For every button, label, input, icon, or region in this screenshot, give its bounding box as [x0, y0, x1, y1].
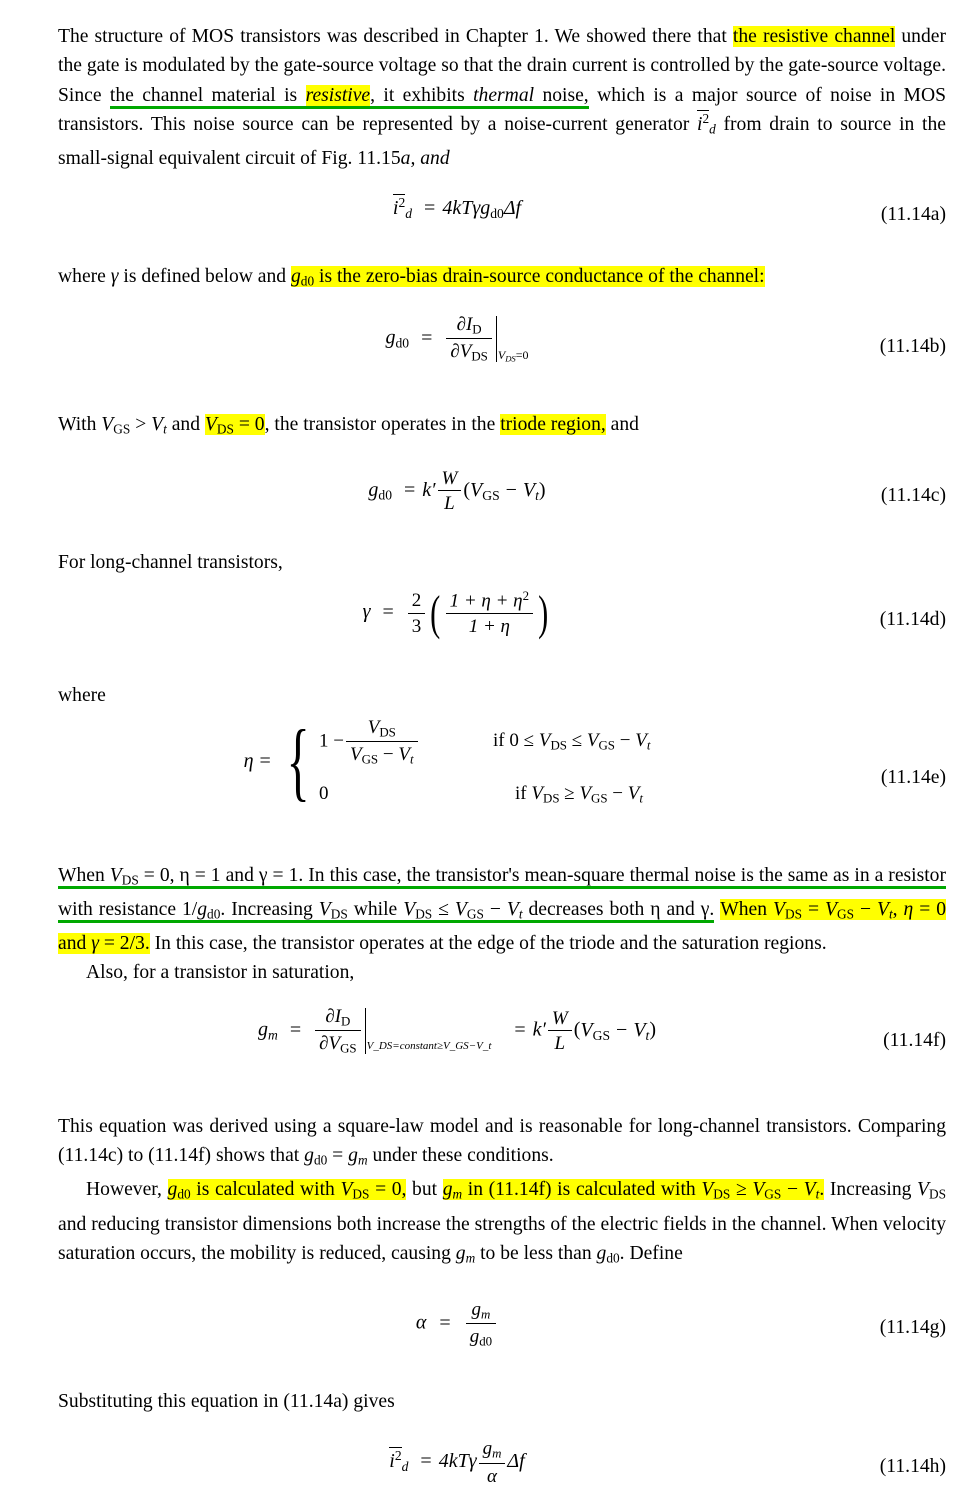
eq-b-lhs-sub: d0 [395, 335, 410, 351]
equation-11-14e-body [58, 712, 946, 810]
eq-f-num-w: W [548, 1008, 572, 1031]
eq-c-close-paren: ) [538, 478, 546, 501]
eq-c-open-paren: ( [463, 478, 471, 501]
eq-e-case-2 [319, 783, 650, 807]
p9-gd0: $g_{d0}$ [596, 1242, 620, 1266]
p1-segment-2: under the gate is modulated by the gate-source voltage so that the drain current is controlled by the gate-source voltage. Since [58, 26, 946, 106]
p1-segment-1: The structure of MOS transistors was described in Chapter 1. We showed there that [58, 26, 733, 47]
eq-c-numerator-w: W [438, 468, 462, 491]
highlight-resistive-channel: the resistive channel [732, 26, 896, 47]
paragraph-5: where [58, 685, 106, 707]
eq-f-fraction [315, 1006, 361, 1056]
paragraph-3 [58, 410, 946, 444]
equation-11-14d-row [58, 585, 946, 659]
p2-highlight-text: is the zero-bias drain-source conductance of the channel: [319, 265, 765, 287]
eq-d-fraction-eta [446, 589, 533, 637]
eq-b-fraction [446, 314, 492, 364]
eq-g-numerator: $g_m$ [466, 1299, 496, 1324]
eq-g-lhs-alpha: α [415, 1311, 427, 1334]
eq-e-case-1-value: 1 − $\frac{V_{DS}}{V_{GS} - V_t}$ [319, 717, 467, 767]
eq-e-lhs-eta: η [243, 750, 254, 773]
p6-tail: In this case, the transistor operates at the edge of the triode and the saturation regions. [149, 933, 827, 955]
green-underline-noise: noise, [534, 85, 589, 109]
p8-segment-1: This equation was derived using a square-law model and is reasonable for long-channel transistors. Comparing (11.14c) to (11.14f) shows that [58, 1115, 946, 1167]
equation-11-14b-body [58, 314, 946, 364]
equation-11-14b-row [58, 314, 946, 392]
eq-f-equals-1: = [289, 1018, 302, 1041]
eq-b-numerator: $\partial I_D$ [446, 314, 492, 339]
p3-segment-3: and [166, 413, 205, 435]
p8-gd0: $g_{d0}$ [304, 1145, 328, 1168]
eq-d-den-eta: 1 + η [468, 616, 510, 638]
eq-d-open-paren: ( [430, 585, 441, 641]
inline-math-id-squared: $i^2_d$ [696, 111, 716, 137]
p9-tail-1: Increasing [824, 1179, 918, 1201]
equation-11-14c-body [58, 468, 946, 515]
eq-d-num-2: 2 [408, 590, 426, 613]
equation-number-11-14d: (11.14d) [879, 609, 946, 631]
eq-a-rhs-coef: 4kT [442, 196, 473, 219]
eq-h-equals: = [420, 1450, 432, 1473]
equation-number-11-14f: (11.14f) [883, 1029, 946, 1051]
eq-f-vgs: $V_{GS}$ [580, 1018, 611, 1043]
p2-gamma: γ [110, 265, 119, 287]
eq-d-equals: = [382, 601, 394, 624]
p3-segment-5: and [605, 413, 639, 435]
paragraph-4: For long-channel transistors, [58, 552, 283, 573]
eq-e-den: $V_{GS} - V_t$ [350, 743, 414, 767]
eq-h-deltaf: Δf [507, 1450, 525, 1473]
eq-d-fraction-two-thirds [408, 590, 426, 637]
p9-tail-3: to be less than [475, 1242, 597, 1264]
eq-h-fraction [479, 1438, 506, 1486]
green-underline-it-exhibits: , it exhibits [370, 85, 473, 109]
equation-number-11-14g: (11.14g) [879, 1317, 946, 1339]
eq-b-eval-condition: VDS=0 [497, 347, 529, 364]
eq-g-fraction [466, 1299, 496, 1349]
equation-11-14f-row [58, 1006, 946, 1090]
eq-f-eval-bar [365, 1008, 366, 1054]
green-underline-p6-a: When $V_{DS} = 0$, η = 1 and γ = 1. In this case, the transistor's mean-square thermal noise is the same as in a resistor with resistance $1/g_{d0}$. Increasing $V_{DS}$ while $V_{DS} \le V_{GS} - V_t$ decreases both η and γ. [58, 864, 946, 922]
p9-gm: $g_m$ [455, 1242, 476, 1266]
eq-a-g: g [480, 196, 491, 219]
equation-11-14a-row [58, 194, 946, 240]
eq-f-numerator: $\partial I_D$ [315, 1006, 361, 1031]
paragraph-9 [58, 1175, 946, 1273]
eq-f-fraction-wl [548, 1008, 572, 1055]
eq-f-lhs-sub: m [268, 1027, 278, 1043]
eq-h-denominator: α [487, 1465, 497, 1487]
eq-h-coef: 4kT [438, 1450, 469, 1473]
equation-number-11-14b: (11.14b) [879, 335, 946, 357]
equation-11-14c-row [58, 468, 946, 530]
eq-c-denominator-l: L [444, 493, 455, 515]
eq-b-equals: = [421, 326, 433, 349]
eq-d-lhs-gamma: γ [362, 601, 371, 624]
eq-c-vgs: $V_{GS}$ [470, 478, 500, 503]
p9-tail-4: . Define [619, 1242, 683, 1264]
eq-b-denominator: $\partial V_{DS}$ [450, 340, 488, 364]
eq-c-equals: = [403, 478, 416, 501]
eq-e-cases [319, 717, 650, 807]
equation-11-14h-body [58, 1438, 946, 1486]
highlight-vds-equals-vgs-minus-vt: When $V_{DS} = V_{GS} - V_t$, η = 0 and γ = 2/3. [58, 898, 947, 955]
p9-mid: but [406, 1179, 443, 1201]
highlight-triode-region: triode region, [500, 413, 606, 435]
eq-d-num-eta: $1 + \eta + \eta^2$ [446, 589, 533, 614]
p3-vt: $V_t$ [151, 413, 167, 437]
eq-a-gamma: γ [472, 196, 481, 219]
eq-f-equals-2: = [514, 1018, 526, 1041]
eq-d-close-paren: ) [538, 585, 549, 641]
p9-tail-2: and reducing transistor dimensions both increase the strengths of the electric fields in the channel. When velocity saturation occurs, the mobility is reduced, causing [58, 1213, 946, 1264]
equation-11-14g-body [58, 1299, 946, 1349]
eq-h-lhs: $i^2_d$ [389, 1448, 409, 1475]
equation-11-14d-body [58, 585, 946, 641]
eq-c-kprime: k′ [422, 478, 436, 501]
eq-e-case-2-condition: if $V_{DS} \ge V_{GS} - V_t$ [515, 782, 643, 806]
p8-segment-2: under these conditions. [367, 1145, 554, 1167]
eq-f-vt: $V_t$ [633, 1018, 650, 1043]
paragraph-8: This equation was derived using a square-law model and is reasonable for long-channel transistors. Comparing (11.14c) to (11.14f) shows that $g_{d0} = g_m$ under these conditions. [58, 1115, 946, 1168]
highlight-vds-equals-zero: $V_{DS} = 0$ [204, 413, 265, 437]
eq-c-lhs-sub: d0 [378, 487, 392, 503]
eq-e-equals: = [259, 750, 271, 773]
paragraph-10: Substituting this equation in (11.14a) gives [58, 1391, 395, 1413]
p8-gm: $g_m$ [348, 1145, 368, 1168]
p1-segment-5: a, and [400, 148, 450, 170]
eq-b-eval-bar [496, 316, 497, 362]
eq-a-g-sub: d0 [490, 205, 504, 221]
paragraph-7: Also, for a transistor in saturation, [86, 962, 355, 984]
p3-segment-2: > [130, 413, 152, 435]
equation-number-11-14c: (11.14c) [880, 485, 946, 506]
eq-e-num-vds: $V_{DS}$ [346, 717, 418, 742]
p3-vgs: $V_{GS}$ [101, 413, 131, 437]
eq-d-den-3: 3 [411, 615, 422, 637]
eq-g-equals: = [439, 1311, 451, 1334]
green-underline-thermal: thermal [473, 85, 534, 109]
eq-f-eval-condition: V_DS=constant≥V_GS−V_t [366, 1040, 492, 1053]
eq-g-denominator: $g_{d0}$ [469, 1326, 493, 1349]
p2-segment-1: where [58, 265, 111, 287]
text-column [58, 22, 946, 1504]
paragraph-2 [58, 262, 946, 296]
paragraph-6 [58, 861, 946, 959]
equation-number-11-14e: (11.14e) [880, 766, 946, 788]
eq-c-vt: $V_t$ [522, 478, 539, 503]
p9-vds: $V_{DS}$ [917, 1179, 947, 1203]
eq-a-deltaf: Δf [503, 196, 522, 219]
eq-a-equals: = [424, 196, 436, 219]
green-underline-channel-material: the channel material is [110, 85, 306, 109]
equation-11-14g-row [58, 1299, 946, 1365]
p3-segment-4: , the transistor operates in the [264, 413, 501, 435]
eq-e-case-2-value: 0 [319, 782, 329, 804]
eq-e-brace: { [286, 712, 310, 810]
eq-f-kprime: k′ [532, 1018, 546, 1041]
equation-11-14h-row [58, 1438, 946, 1504]
eq-h-gamma: γ [468, 1450, 477, 1473]
eq-e-case-1-condition: if $0 \le V_{DS} \le V_{GS} - V_t$ [493, 730, 651, 753]
eq-f-lhs-g: g [258, 1018, 268, 1041]
highlight-gd0-definition: $g_{d0}$ is the zero-bias drain-source conductance of the channel: [291, 265, 765, 289]
eq-h-numerator: $g_m$ [479, 1438, 506, 1463]
paragraph-1 [58, 22, 946, 174]
equation-number-11-14a: (11.14a) [880, 203, 946, 225]
equation-11-14f-body: $g_m$ = $\frac{\partial I_D}{\partial V_{GS}}$ $_{V\_DS=constant\ge V\_GS-V\_t}$ = k′ $\frac{W}{L}$ $(V_{GS} - V_t)$ [258, 1005, 656, 1056]
eq-c-minus: − [505, 478, 517, 501]
eq-c-fraction-wl [438, 468, 462, 515]
equation-11-14a-body [58, 194, 946, 222]
eq-f-den-l: L [554, 1032, 566, 1054]
p9-segment-1: However, [86, 1179, 168, 1201]
p2-segment-2: is defined below and [118, 265, 291, 287]
eq-e-case-1 [319, 717, 650, 767]
highlight-gd0-vds-zero: $g_{d0}$ is calculated with $V_{DS} = 0$, [167, 1179, 407, 1203]
p1-segment-4: from drain to source in the small-signal equivalent circuit of Fig. 11.15 [58, 114, 946, 170]
eq-b-lhs-g: g [385, 326, 396, 349]
eq-f-denominator: $\partial V_{GS}$ [319, 1032, 357, 1056]
eq-a-lhs: $i^2_d$ [392, 194, 413, 221]
equation-11-14e-row [58, 712, 946, 845]
eq-c-lhs-g: g [368, 478, 379, 501]
equation-number-11-14h: (11.14h) [879, 1456, 946, 1478]
p1-segment-3: which is a major source of noise in MOS transistors. This noise source can be represented by a noise-current generator [58, 84, 946, 136]
highlight-gm-vds-ge: $g_m$ in (11.14f) is calculated with $V_{DS} \ge V_{GS} - V_t$. [442, 1179, 825, 1203]
highlight-resistive: resistive [306, 85, 371, 109]
p3-segment-1: With [58, 413, 102, 435]
